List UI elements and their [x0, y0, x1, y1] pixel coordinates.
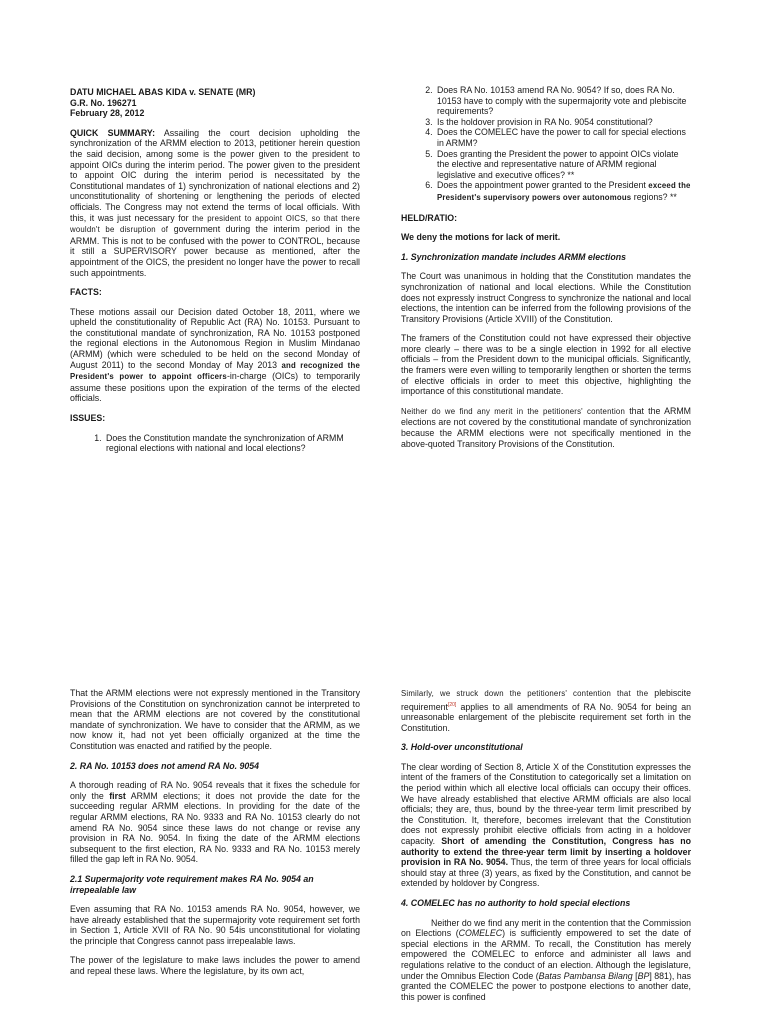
subheading-supermajority: 2.1 Supermajority vote requirement makes RA No. 9054 an irrepealable law: [70, 873, 314, 895]
facts-text-2: -in-charge (OICs) to temporarily assume these positions upon the expiration of the terms of the elected officials.: [70, 371, 360, 404]
p2-left-paragraph-1: That the ARMM elections were not expressly mentioned in the Transitory Provisions of the Constitution on synchronization cannot be interpreted to mean that the ARMM elections are not covered by the constitutional mandate of synchronization. We have to consider that the ARMM, as we now know it, had not yet been officially organized at the time the Constitution was enacted and ratified by the people.: [70, 688, 360, 751]
footnote-marker[interactable]: [20]: [447, 701, 457, 708]
case-title: DATU MICHAEL ABAS KIDA v. SENATE (MR): [70, 87, 256, 97]
case-gr-number: G.R. No. 196271: [70, 97, 137, 108]
p2-right-paragraph-1-small: Similarly, we struck down the petitioners' contention that the: [401, 689, 649, 698]
issue-item-5: 5. Does granting the President the power to appoint OICs violate the elective and representative nature of ARMM regional legislative and executive offices? **: [435, 149, 691, 181]
quick-summary-text-small: the president to appoint OICS, so that there wouldn't be disruption of: [70, 213, 360, 235]
held-paragraph-2: The framers of the Constitution could not have expressed their objective more clearly – there was to be a single election in 1992 for all elective officials – from the President down to the municipal officials. Significantly, the framers were even willing to temporarily lengthen or shorten the terms of elective officials in order to meet this objective, highlighting the importance of this constitutional mandate.: [401, 333, 691, 397]
p2-left-paragraph-2-a: A thorough reading of RA No. 9054 reveals that it fixes the schedule for only the: [70, 780, 360, 801]
p2-right-paragraph-2: [401, 762, 691, 889]
held-paragraph-3-rest: that the ARMM elections are not covered by the constitutional mandate of synchronization because the ARMM elections were not specifically mentioned in the above-quoted Transitory Provisions of the Constitution.: [401, 405, 691, 449]
p2-right-paragraph-3-d: ] 881), has granted the COMELEC the power to postpone elections to another date, this power is confined: [401, 970, 691, 1002]
facts-paragraph: [70, 307, 360, 404]
p2-left-paragraph-2-bold: first: [109, 790, 126, 801]
subheading-holdover: 3. Hold-over unconstitutional: [401, 742, 523, 753]
issue-6-text-a: Does the appointment power granted to the President: [437, 180, 646, 191]
issue-item-6: [435, 180, 691, 203]
issue-6-text-small: exceed the President's supervisory powers over autonomous: [437, 181, 691, 202]
issue-item-3: 3. Is the holdover provision in RA No. 9054 constitutional?: [435, 117, 691, 128]
issues-list-right: [401, 85, 691, 204]
p2-left-paragraph-3: Even assuming that RA No. 10153 amends RA No. 9054, however, we have already established that the supermajority vote requirement set forth in Section 1, Article XVII of RA No. 90 54is unconstitutional for violating the principle that Congress cannot pass irrepealable laws.: [70, 904, 360, 946]
p2-right-paragraph-2-a: The clear wording of Section 8, Article X of the Constitution expresses the intent of the framers of the Constitution to categorically set a limitation on the period within which all elective local officials can occupy their offices. We have already established that elective ARMM officials are also local officials; they are, thus, bound by the three-year term limit prescribed by the Constitution. It, therefore, becomes irrelevant that the Constitution does not expressly prohibit elective officials from acting in a holdover capacity.: [401, 761, 691, 847]
p2-right-paragraph-3-b: ) is sufficiently empowered to set the date of special elections in the ARMM. To recall, the Constitution has merely empowered the COMELEC to enforce and administer all laws and regulations relative to the conduct of an election. Although the legislature, under the Omnibus Election Code (: [401, 928, 691, 981]
held-paragraph-3: [401, 406, 691, 449]
issue-item-4: 4. Does the COMELEC have the power to call for special elections in ARMM?: [435, 127, 691, 148]
held-ratio-heading: HELD/RATIO:: [401, 212, 458, 223]
p2-right-paragraph-2-bold: Short of amending the Constitution, Congress has no authority to extend the three-year term limit by inserting a holdover provision in RA No. 9054.: [401, 836, 691, 868]
facts-heading: FACTS:: [70, 287, 102, 298]
case-date: February 28, 2012: [70, 108, 145, 119]
p2-right-paragraph-3-c: [: [632, 970, 638, 981]
comelec-italic: COMELEC: [458, 928, 503, 939]
document-page-2: [0, 512, 768, 1024]
p2-left-paragraph-4: The power of the legislature to make laws includes the power to amend and repeal these laws. Where the legislature, by its own act,: [70, 955, 360, 977]
issues-heading: ISSUES:: [70, 413, 106, 424]
p2-right-paragraph-3: [401, 918, 691, 1003]
quick-summary-paragraph: [70, 128, 360, 278]
p2-right-paragraph-1: [401, 688, 691, 733]
facts-text-small: and recognized the President's power to appoint officers: [70, 360, 360, 382]
page1-left-column: [70, 87, 360, 463]
held-paragraph-3-small: Neither do we find any merit in the petitioners' contention: [401, 406, 625, 416]
subheading-ra-10153: 2. RA No. 10153 does not amend RA No. 9054: [70, 760, 260, 771]
page1-right-column: [401, 87, 691, 458]
page2-left-column: [70, 688, 360, 986]
bp-italic: BP: [637, 970, 650, 981]
held-paragraph-1: The Court was unanimous in holding that the Constitution mandates the synchronization of national and local elections. While the Constitution does not expressly instruct Congress to synchronize the national and local elections, the intention can be inferred from the following provisions of the Transitory Provisions (Article XVIII) of the Constitution.: [401, 271, 691, 324]
quick-summary-label: QUICK SUMMARY:: [70, 127, 156, 138]
batas-pambansa-italic: Batas Pambansa Bilang: [538, 970, 633, 981]
p2-right-paragraph-2-b: Thus, the term of three years for local officials should stay at three (3) years, as fixed by the Constitution, and cannot be extended by holdover by Congress.: [401, 857, 691, 889]
quick-summary-text-1: Assailing the court decision upholding the synchronization of the ARMM election to 2013, petitioner herein question the said decision, among some is the power given to the president to appoint OICs during the interim period. The power given to the president to appoint OIC during the interim period is necessitated by the Constitutional mandates of 1) synchronization of national elections and 2) unconstitutionality of shortening or lengthening the periods of elected officials. The Congress may not extend the terms of local officials. With this, it was just necessary for: [70, 127, 360, 223]
facts-text-1: These motions assail our Decision dated October 18, 2011, where we upheld the constitutionality of Republic Act (RA) No. 10153. Pursuant to the constitutional mandate of synchronization, RA No. 10153 postponed the regional elections in the Autonomous Region in Muslim Mindanao (ARMM) (which were scheduled to be held on the second Monday of August 2011) to the second Monday of May 2013: [70, 306, 360, 370]
issue-item-1: 1. Does the Constitution mandate the synchronization of ARMM regional elections with national and local elections?: [104, 433, 360, 454]
held-lead: We deny the motions for lack of merit.: [401, 232, 561, 243]
issues-list-left: [70, 433, 360, 454]
p2-right-paragraph-1-b: applies to all amendments of RA No. 9054 for being an unreasonable enlargement of the plebiscite requirement set forth in the Constitution.: [401, 701, 691, 733]
subheading-synchronization: 1. Synchronization mandate includes ARMM elections: [401, 251, 627, 262]
quick-summary-text-2: government during the interim period in the ARMM. This is not to be confused with the power to CONTROL, because it still a SUPERVISORY power because as mentioned, after the appointment of the OICS, the president no longer have the power to recall such appointments.: [70, 224, 360, 278]
p2-right-paragraph-3-a: Neither do we find any merit in the contention that the Commission on Elections (: [401, 917, 691, 939]
p2-left-paragraph-2-b: ARMM elections; it does not provide the date for the succeeding regular ARMM elections. In providing for the date of the regular ARMM elections, RA No. 9333 and RA No. 10153 clearly do not amend RA No. 9054 since these laws do not change or revise any provision in RA No. 9054. In fixing the date of the ARMM elections subsequent to the first election, RA No. 9333 and RA No. 10153 merely filled the gap left in RA No. 9054.: [70, 790, 360, 865]
p2-left-paragraph-2: [70, 780, 360, 865]
page2-right-column: [401, 688, 691, 1011]
issue-item-2: 2. Does RA No. 10153 amend RA No. 9054? If so, does RA No. 10153 have to comply with the supermajority vote and plebiscite requirements?: [435, 85, 691, 117]
issue-6-text-b: regions? **: [633, 191, 677, 202]
subheading-comelec: 4. COMELEC has no authority to hold special elections: [401, 898, 631, 909]
p2-right-paragraph-1-a: plebiscite requirement: [401, 688, 691, 712]
